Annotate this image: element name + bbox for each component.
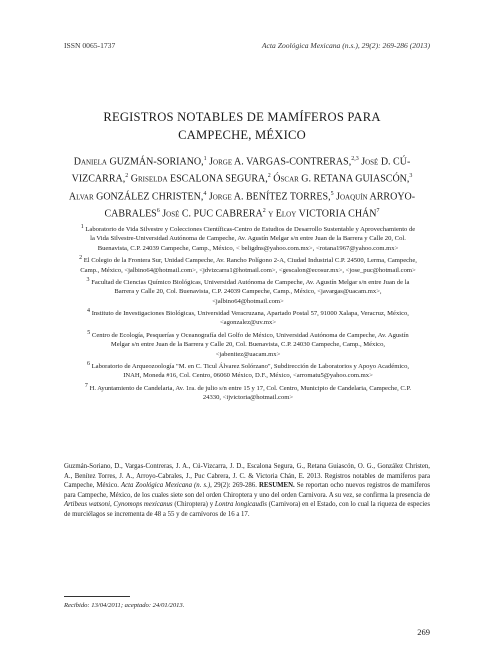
citation-pages: , 29(2): 269-286. — [210, 482, 257, 490]
citation-reference: Guzmán-Soriano, D., Vargas-Contreras, J. A., Cú-Vizcarra, J. D., Escalona Segura, G., Retana Guiascón, O. G., González Christen, A., Benítez Torres, J. A., Arroyo-Cabrales, J., Puc Cabrera, J. C. & Victoria Chán, E. 2013. Registros notables de mamíferos para Campeche, México. — [64, 463, 430, 490]
abstract-text: Se reportan ocho nuevos registros de mamíferos para Campeche, México, de los cuales siete son del orden Chiroptera y uno del orden Carnivora. A su vez, se confirma la presencia de — [64, 482, 430, 499]
article-title — [60, 108, 424, 144]
affiliation-text: Instituto de Investigaciones Biológicas, Universidad Veracruzana, Apartado Postal 57, 91000 Xalapa, Veracruz, México, <agonzalez@uv.mx> — [91, 310, 409, 327]
author: Jorge A. BENÍTEZ TORRES, — [208, 190, 331, 202]
author: Griselda ESCALONA SEGURA, — [130, 173, 268, 185]
author: José D. CÚ-VIZCARRA, — [71, 156, 411, 185]
affiliation — [78, 329, 418, 359]
affiliation — [78, 223, 418, 253]
affiliation-text: H. Ayuntamiento de Candelaria, Av. 1ra. de julio s/n entre 15 y 17, Col. Centro, Municipio de Candelaria, Campeche, C.P. 24330, <ijvictoria@hotmail.com> — [89, 384, 412, 402]
affiliation-text: Laboratorio de Arqueozoología "M. en C. Ticul Álvarez Solórzano", Subdirección de Laboratorios y Apoyo Académico, INAH, Moneda #16, Col. Centro, 06060 México, D.F., México, <arromatu5@yahoo.com.mx> — [91, 362, 410, 380]
author-affiliation-number: 1 — [203, 156, 207, 162]
affiliation — [78, 276, 418, 306]
title-line: CAMPECHE, MÉXICO — [178, 128, 306, 142]
received-date: Recibido: 13/04/2011; aceptado: 24/01/2013. — [64, 602, 185, 609]
affiliation-text: Centro de Ecología, Pesquerías y Oceanografía del Golfo de México, Universidad Autónoma de Campeche, Av. Agustín Melgar s/n entre Juan de la Barrera y Calle 20, Col. Buenavista, C.P. 24030 Campeche, Camp., México, <jabenitez@uacam.mx> — [91, 331, 409, 358]
author-affiliation-number: 3 — [409, 173, 413, 180]
affiliation-number: 1 — [80, 224, 84, 230]
page-number: 269 — [417, 627, 430, 637]
affiliation-list — [78, 223, 418, 403]
species-name: Lontra longicaudis — [214, 501, 267, 509]
affiliation — [78, 254, 418, 275]
title-line: REGISTROS NOTABLES DE MAMÍFEROS PARA — [103, 110, 381, 124]
author: Jorge A. VARGAS-CONTRERAS, — [209, 156, 352, 168]
affiliation-number: 4 — [87, 307, 91, 314]
author-affiliation-number: 2 — [125, 173, 129, 180]
abstract-text: , — [109, 501, 114, 509]
abstract-text: (Carnivora) en el Estado, con lo cual la riqueza de especies de murciélagos se incrementa de 48 a 55 y de carnívoros de 16 a 17. — [64, 501, 430, 518]
footnote-divider — [64, 596, 130, 597]
author-list — [60, 152, 424, 221]
author: José C. PUC CABRERA — [162, 208, 263, 220]
author: Daniela GUZMÁN-SORIANO, — [73, 156, 204, 168]
citation-and-abstract — [64, 462, 430, 520]
author-affiliation-number: 7 — [376, 207, 380, 214]
author-affiliation-number: 6 — [156, 207, 160, 214]
affiliation-number: 6 — [86, 360, 90, 367]
abstract-text: (Chiroptera) y — [172, 501, 215, 509]
affiliation — [78, 307, 418, 328]
author: y Eloy VICTORIA CHÁN — [268, 208, 377, 220]
author-affiliation-number: 2 — [267, 173, 271, 180]
author: Alvar GONZÁLEZ CHRISTEN, — [68, 190, 204, 202]
affiliation-text: Facultad de Ciencias Químico Biológicas, Universidad Autónoma de Campeche, Av. Agustín Melgar s/n entre Juan de la Barrera y Calle 20, Col. Buenavista, C.P. 24039 Campeche, Camp., México, <javargas@uacam.mx>, <jalbino64@hotmail.com> — [91, 279, 410, 305]
affiliation-number: 5 — [87, 329, 91, 336]
author: Joaquín ARROYO-CABRALES — [104, 190, 416, 220]
author-affiliation-number: 4 — [203, 190, 207, 197]
affiliation-number: 2 — [79, 255, 83, 262]
author-affiliation-number: 5 — [330, 190, 334, 197]
affiliation — [78, 360, 418, 381]
species-name: Artibeus watsoni — [64, 501, 110, 509]
species-name: Cynomops mexicanus — [113, 501, 173, 509]
affiliation-number: 3 — [86, 276, 90, 283]
affiliation — [78, 382, 418, 403]
author-affiliation-number: 2 — [262, 207, 266, 214]
author: Óscar G. RETANA GUIASCÓN, — [273, 173, 410, 185]
affiliation-text: El Colegio de la Frontera Sur, Unidad Campeche, Av. Rancho Polígono 2-A, Ciudad Industrial C.P. 24500, Lerma, Campeche, Camp., México, <jalbino64@hotmail.com>, <jdvizcarra1@hotmail.com>, <gescalon@ecosur.mx>, <jose_puc@hotmail.com> — [80, 257, 417, 274]
affiliation-number: 7 — [84, 382, 88, 389]
running-header — [64, 41, 430, 53]
affiliation-text: Laboratorio de Vida Silvestre y Colecciones Científicas-Centro de Estudios de Desarrollo Sustentable y Aprovechamiento de la Vida Silvestre-Universidad Autónoma de Campeche, Av. Agustín Melgar s/n entre Juan de la Barrera y Calle 20, Col. Buenavista, C.P. 24039 Campeche, Camp., México, < beligdns@yahoo.com.mx>, <rotana1967@yahoo.com.mx> — [85, 226, 416, 252]
issn: ISSN 0065-1737 — [64, 41, 116, 50]
citation-journal: Acta Zoológica Mexicana (n. s.) — [121, 482, 211, 490]
author-affiliation-number: 2,3 — [351, 156, 359, 162]
abstract-label: RESUMEN. — [258, 482, 295, 490]
journal-reference: Acta Zoológica Mexicana (n.s.), 29(2): 269-286 (2013) — [261, 41, 430, 50]
